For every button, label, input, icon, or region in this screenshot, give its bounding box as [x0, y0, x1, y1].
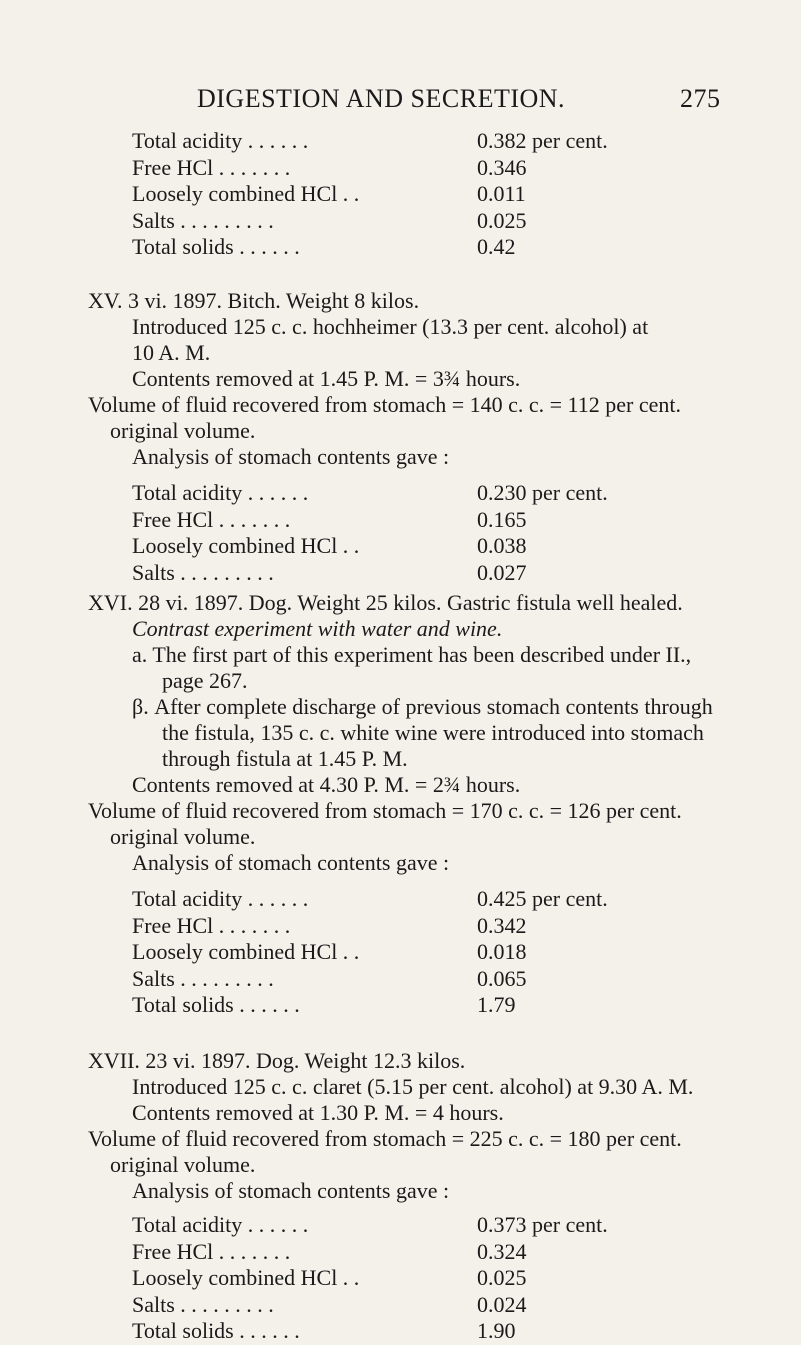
- table-row: Loosely combined HCl . . 0.018: [132, 939, 527, 964]
- table-row: Loosely combined HCl . . 0.038: [132, 533, 527, 558]
- table-row: Total acidity . . . . . . 0.230 per cent.: [132, 480, 608, 505]
- paragraph-line: original volume.: [110, 1152, 256, 1177]
- table-row: Free HCl . . . . . . . 0.346: [132, 154, 527, 180]
- table-row: Free HCl . . . . . . . 0.342: [132, 912, 527, 938]
- paragraph-line: the fistula, 135 c. c. white wine were introduced into stomach: [162, 720, 704, 745]
- analysis-table-4: [132, 1212, 627, 1345]
- experiment-heading: XV. 3 vi. 1897. Bitch. Weight 8 kilos.: [88, 288, 420, 313]
- paragraph-line: Introduced 125 c. c. claret (5.15 per cent. alcohol) at 9.30 A. M.: [132, 1074, 694, 1099]
- table-row: Free HCl . . . . . . . 0.165: [132, 506, 527, 532]
- paragraph-line: through fistula at 1.45 P. M.: [162, 746, 408, 771]
- paragraph-line: Contents removed at 1.30 P. M. = 4 hours.: [132, 1100, 504, 1125]
- paragraph-line: Analysis of stomach contents gave :: [132, 1178, 450, 1203]
- paragraph-line: Contrast experiment with water and wine.: [132, 616, 503, 641]
- table-row: Salts . . . . . . . . . 0.027: [132, 559, 527, 585]
- paragraph-line: page 267.: [162, 668, 248, 693]
- paragraph-line: Volume of fluid recovered from stomach = 225 c. c. = 180 per cent.: [88, 1126, 682, 1151]
- paragraph-line: Volume of fluid recovered from stomach = 140 c. c. = 112 per cent.: [88, 392, 681, 417]
- running-title: DIGESTION AND SECRETION.: [197, 84, 566, 113]
- paragraph-line: original volume.: [110, 824, 256, 849]
- paragraph-line: Volume of fluid recovered from stomach = 170 c. c. = 126 per cent.: [88, 798, 682, 823]
- analysis-table-1: [132, 128, 627, 261]
- paragraph-line: 10 A. M.: [132, 340, 211, 365]
- table-row: Total acidity . . . . . . 0.425 per cent.: [132, 886, 608, 911]
- paragraph-line: Contents removed at 1.45 P. M. = 3¾ hours.: [132, 366, 521, 391]
- table-row: Salts . . . . . . . . . 0.024: [132, 1291, 527, 1317]
- analysis-table-3: [132, 886, 627, 1019]
- experiment-heading: XVI. 28 vi. 1897. Dog. Weight 25 kilos. Gastric fistula well healed.: [88, 590, 683, 615]
- page-number: 275: [680, 84, 721, 113]
- paragraph-line: β. After complete discharge of previous stomach contents through: [132, 694, 713, 719]
- paragraph-line: original volume.: [110, 418, 256, 443]
- paragraph-line: Analysis of stomach contents gave :: [132, 850, 450, 875]
- table-row: Free HCl . . . . . . . 0.324: [132, 1238, 527, 1264]
- table-row: Total solids . . . . . . 1.79: [132, 992, 516, 1017]
- paragraph-line: Introduced 125 c. c. hochheimer (13.3 per cent. alcohol) at: [132, 314, 649, 339]
- paragraph-line: Contents removed at 4.30 P. M. = 2¾ hours.: [132, 772, 521, 797]
- paragraph-line: Analysis of stomach contents gave :: [132, 444, 450, 469]
- table-row: Salts . . . . . . . . . 0.025: [132, 207, 527, 233]
- table-row: Total solids . . . . . . 1.90: [132, 1318, 516, 1343]
- table-row: Salts . . . . . . . . . 0.065: [132, 965, 527, 991]
- analysis-table-2: [132, 480, 627, 586]
- table-row: Loosely combined HCl . . 0.011: [132, 181, 526, 206]
- table-row: Total acidity . . . . . . 0.373 per cent.: [132, 1212, 608, 1237]
- experiment-heading: XVII. 23 vi. 1897. Dog. Weight 12.3 kilos.: [88, 1048, 466, 1073]
- paragraph-line: a. The first part of this experiment has been described under II.,: [132, 642, 692, 667]
- table-row: Total solids . . . . . . 0.42: [132, 234, 516, 259]
- table-row: Total acidity . . . . . . 0.382 per cent.: [132, 128, 608, 153]
- table-row: Loosely combined HCl . . 0.025: [132, 1265, 527, 1290]
